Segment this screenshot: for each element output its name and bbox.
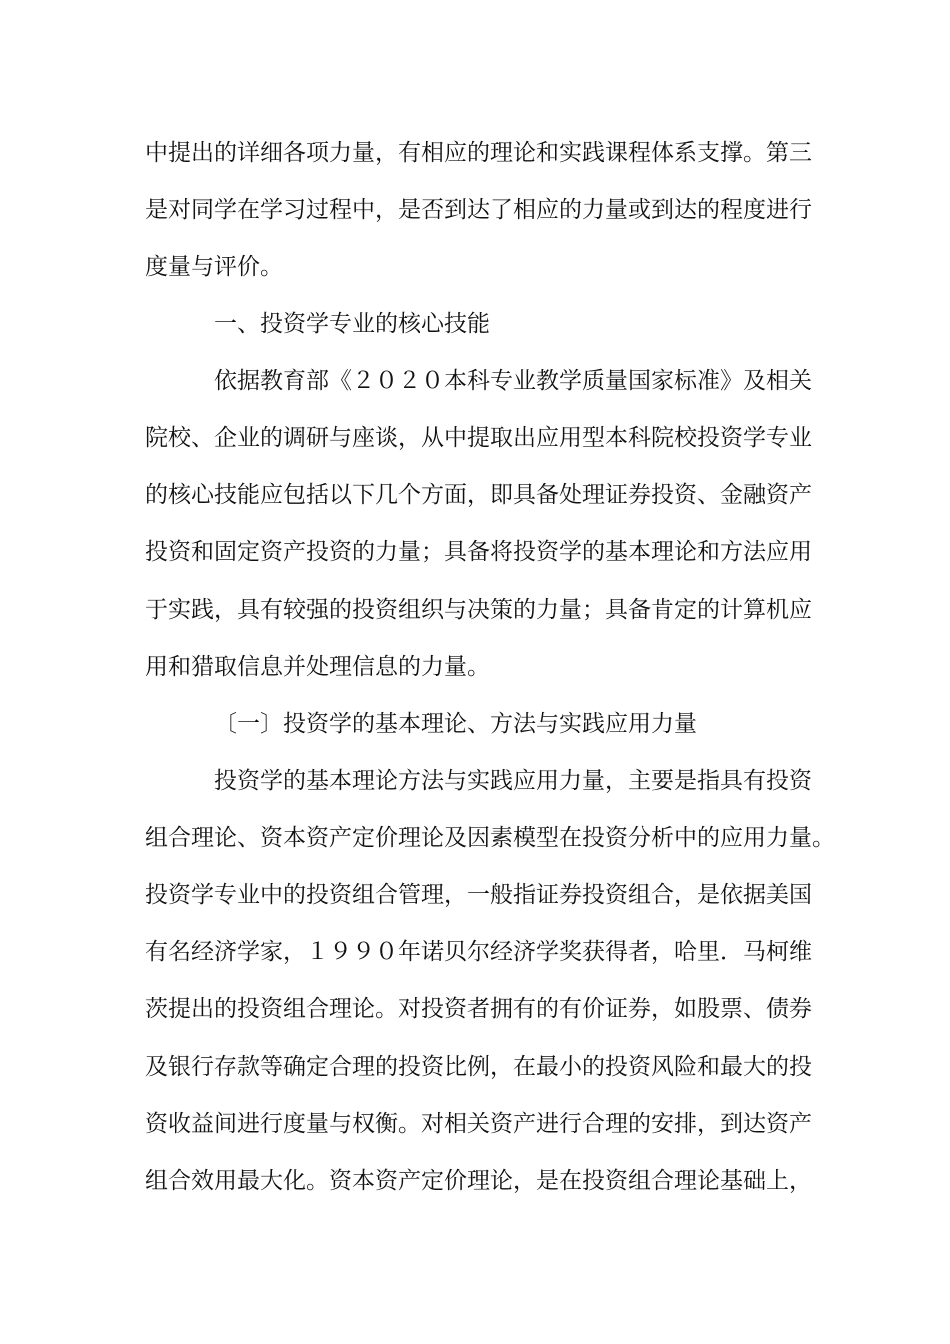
body-text-line: 投资学专业中的投资组合管理，一般指证券投资组合，是依据美国 [145,882,812,908]
paragraph-first-line: 投资学的基本理论方法与实践应用力量，主要是指具有投资 [214,768,812,794]
paragraph-first-line: 依据教育部《２０２０本科专业教学质量国家标准》及相关 [214,368,812,394]
body-text-line: 及银行存款等确定合理的投资比例，在最小的投资风险和最大的投 [145,1054,812,1080]
subsection-heading: 〔一〕投资学的基本理论、方法与实践应用力量 [214,711,697,737]
body-text-line: 度量与评价。 [145,254,283,280]
body-text-line: 资收益间进行度量与权衡。对相关资产进行合理的安排，到达资产 [145,1111,812,1137]
body-text-line: 组合效用最大化。资本资产定价理论，是在投资组合理论基础上， [145,1168,812,1194]
body-text-line: 有名经济学家，１９９０年诺贝尔经济学奖获得者，哈里．马柯维 [145,939,812,965]
body-text-line: 于实践，具有较强的投资组织与决策的力量；具备肯定的计算机应 [145,597,812,623]
section-heading: 一、投资学专业的核心技能 [214,311,490,337]
body-text-line: 组合理论、资本资产定价理论及因素模型在投资分析中的应用力量。 [145,825,835,851]
body-text-line: 院校、企业的调研与座谈，从中提取出应用型本科院校投资学专业 [145,425,812,451]
body-text-line: 用和猎取信息并处理信息的力量。 [145,654,490,680]
body-text-line: 的核心技能应包括以下几个方面，即具备处理证券投资、金融资产 [145,482,812,508]
body-text-line: 中提出的详细各项力量，有相应的理论和实践课程体系支撑。第三 [145,140,812,166]
body-text-line: 投资和固定资产投资的力量；具备将投资学的基本理论和方法应用 [145,539,812,565]
body-text-line: 茨提出的投资组合理论。对投资者拥有的有价证券，如股票、债券 [145,996,812,1022]
body-text-line: 是对同学在学习过程中，是否到达了相应的力量或到达的程度进行 [145,197,812,223]
